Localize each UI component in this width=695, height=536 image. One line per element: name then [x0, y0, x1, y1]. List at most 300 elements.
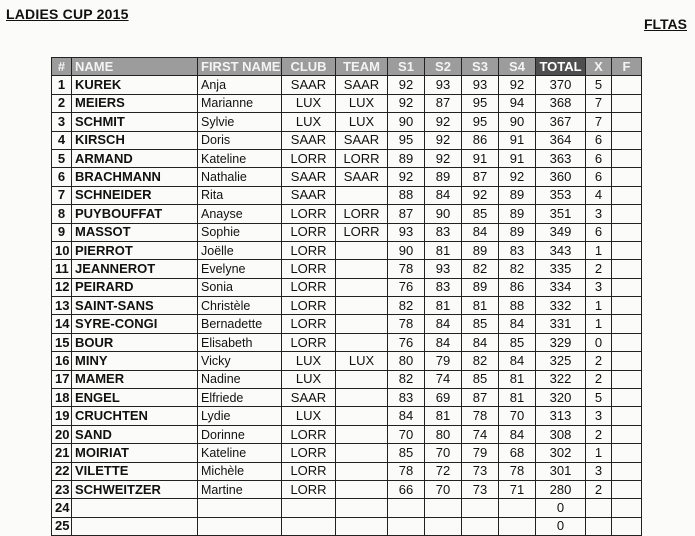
s2-cell: 81 [425, 297, 462, 315]
name-cell: MAMER [72, 370, 198, 388]
first-name-cell: Lydie [198, 407, 282, 425]
club-cell: LORR [282, 260, 336, 278]
s1-cell: 87 [388, 205, 425, 223]
rank-cell: 10 [52, 241, 72, 259]
f-cell [612, 131, 642, 149]
team-cell: SAAR [336, 131, 388, 149]
total-cell: 363 [536, 149, 586, 167]
first-name-cell: Sonia [198, 278, 282, 296]
first-name-cell: Evelyne [198, 260, 282, 278]
s1-cell: 76 [388, 333, 425, 351]
s4-cell: 81 [499, 370, 536, 388]
first-name-cell: Nathalie [198, 168, 282, 186]
s1-cell: 90 [388, 113, 425, 131]
s2-cell: 84 [425, 186, 462, 204]
f-cell [612, 333, 642, 351]
x-cell: 1 [586, 241, 612, 259]
f-cell [612, 499, 642, 517]
club-cell: LORR [282, 149, 336, 167]
s3-cell: 73 [462, 480, 499, 498]
s1-cell: 82 [388, 370, 425, 388]
table-row [52, 462, 642, 480]
name-cell: SAINT-SANS [72, 297, 198, 315]
first-name-cell: Sophie [198, 223, 282, 241]
name-cell: ENGEL [72, 389, 198, 407]
f-cell [612, 315, 642, 333]
table-row [52, 370, 642, 388]
s4-cell: 83 [499, 241, 536, 259]
s4-cell: 84 [499, 352, 536, 370]
table-body [52, 76, 642, 536]
total-cell: 0 [536, 517, 586, 535]
s2-cell: 81 [425, 241, 462, 259]
s2-cell: 72 [425, 462, 462, 480]
s3-cell: 87 [462, 389, 499, 407]
s4-cell: 68 [499, 444, 536, 462]
club-cell: LUX [282, 94, 336, 112]
club-cell: SAAR [282, 168, 336, 186]
s2-cell: 70 [425, 444, 462, 462]
rank-header: # [52, 58, 72, 76]
f-cell [612, 278, 642, 296]
x-cell: 3 [586, 462, 612, 480]
s2-cell: 79 [425, 352, 462, 370]
first-name-cell: Elisabeth [198, 333, 282, 351]
s2-cell: 83 [425, 278, 462, 296]
f-cell [612, 76, 642, 94]
team-cell: LUX [336, 113, 388, 131]
s1-cell: 93 [388, 223, 425, 241]
rank-cell: 21 [52, 444, 72, 462]
rank-cell: 5 [52, 149, 72, 167]
f-cell [612, 94, 642, 112]
table-row [52, 297, 642, 315]
team-cell [336, 278, 388, 296]
s4-cell: 84 [499, 315, 536, 333]
name-cell: MOIRIAT [72, 444, 198, 462]
s2-cell [425, 517, 462, 535]
x-cell: 4 [586, 186, 612, 204]
first-name-cell: Rita [198, 186, 282, 204]
f-cell [612, 517, 642, 535]
s4-cell: 81 [499, 389, 536, 407]
rank-cell: 3 [52, 113, 72, 131]
first-name-cell [198, 499, 282, 517]
name-cell: SAND [72, 425, 198, 443]
first-name-cell: Christèle [198, 297, 282, 315]
s1-cell: 66 [388, 480, 425, 498]
total-cell: 332 [536, 297, 586, 315]
team-cell: LORR [336, 205, 388, 223]
s1-cell: 92 [388, 76, 425, 94]
total-cell: 280 [536, 480, 586, 498]
team-cell [336, 517, 388, 535]
table-row [52, 76, 642, 94]
table-row [52, 113, 642, 131]
f-cell [612, 370, 642, 388]
s3-cell: 84 [462, 223, 499, 241]
f-cell [612, 352, 642, 370]
s2-cell: 92 [425, 131, 462, 149]
first-name-cell: Dorinne [198, 425, 282, 443]
s2-cell: 93 [425, 260, 462, 278]
table-row [52, 480, 642, 498]
s3-cell: 89 [462, 278, 499, 296]
s1-cell: 82 [388, 297, 425, 315]
s1-cell [388, 517, 425, 535]
table-row [52, 425, 642, 443]
table-row [52, 517, 642, 535]
club-cell: LUX [282, 407, 336, 425]
f-cell [612, 260, 642, 278]
s2-cell [425, 499, 462, 517]
table-row [52, 186, 642, 204]
first-name-cell: Elfriede [198, 389, 282, 407]
total-cell: 301 [536, 462, 586, 480]
total-cell: 308 [536, 425, 586, 443]
name-cell: KIRSCH [72, 131, 198, 149]
rank-cell: 16 [52, 352, 72, 370]
f-cell [612, 186, 642, 204]
x-cell: 2 [586, 352, 612, 370]
team-cell [336, 333, 388, 351]
table-row [52, 241, 642, 259]
x-cell [586, 499, 612, 517]
s4-cell: 89 [499, 186, 536, 204]
s4-header: S4 [499, 58, 536, 76]
first-name-cell: Bernadette [198, 315, 282, 333]
f-cell [612, 462, 642, 480]
table-row [52, 131, 642, 149]
s3-cell: 78 [462, 407, 499, 425]
rank-cell: 9 [52, 223, 72, 241]
club-cell: LORR [282, 425, 336, 443]
name-header: NAME [72, 58, 198, 76]
club-cell: LUX [282, 370, 336, 388]
s2-cell: 92 [425, 149, 462, 167]
rank-cell: 7 [52, 186, 72, 204]
name-cell: MINY [72, 352, 198, 370]
s2-cell: 84 [425, 315, 462, 333]
s3-cell: 79 [462, 444, 499, 462]
s2-cell: 81 [425, 407, 462, 425]
s1-cell: 83 [388, 389, 425, 407]
name-cell: SYRE-CONGI [72, 315, 198, 333]
table-row [52, 205, 642, 223]
results-table [51, 57, 642, 536]
name-cell [72, 517, 198, 535]
s4-cell: 92 [499, 76, 536, 94]
name-cell: PIERROT [72, 241, 198, 259]
table-header-row [52, 58, 642, 76]
x-cell: 3 [586, 278, 612, 296]
rank-cell: 25 [52, 517, 72, 535]
s1-cell: 90 [388, 241, 425, 259]
x-cell: 7 [586, 94, 612, 112]
club-cell: LORR [282, 315, 336, 333]
x-cell: 6 [586, 131, 612, 149]
team-cell [336, 241, 388, 259]
s3-cell: 85 [462, 370, 499, 388]
club-header: CLUB [282, 58, 336, 76]
name-cell: PEIRARD [72, 278, 198, 296]
rank-cell: 22 [52, 462, 72, 480]
table-row [52, 94, 642, 112]
rank-cell: 24 [52, 499, 72, 517]
s2-cell: 70 [425, 480, 462, 498]
total-cell: 331 [536, 315, 586, 333]
total-cell: 349 [536, 223, 586, 241]
first-name-cell: Vicky [198, 352, 282, 370]
x-cell: 1 [586, 444, 612, 462]
s1-cell: 92 [388, 168, 425, 186]
table-row [52, 278, 642, 296]
s3-cell: 93 [462, 76, 499, 94]
s2-cell: 80 [425, 425, 462, 443]
team-cell: LORR [336, 223, 388, 241]
team-cell: LORR [336, 149, 388, 167]
f-cell [612, 297, 642, 315]
x-cell: 5 [586, 76, 612, 94]
team-cell [336, 480, 388, 498]
total-cell: 364 [536, 131, 586, 149]
club-cell: SAAR [282, 186, 336, 204]
rank-cell: 2 [52, 94, 72, 112]
s3-cell: 74 [462, 425, 499, 443]
f-cell [612, 205, 642, 223]
team-cell: SAAR [336, 76, 388, 94]
first-name-cell: Anja [198, 76, 282, 94]
team-cell [336, 462, 388, 480]
total-cell: 334 [536, 278, 586, 296]
s2-cell: 92 [425, 113, 462, 131]
rank-cell: 13 [52, 297, 72, 315]
s4-cell [499, 499, 536, 517]
x-cell: 2 [586, 425, 612, 443]
total-cell: 367 [536, 113, 586, 131]
rank-cell: 14 [52, 315, 72, 333]
s4-cell: 91 [499, 149, 536, 167]
total-cell: 343 [536, 241, 586, 259]
s3-header: S3 [462, 58, 499, 76]
name-cell: CRUCHTEN [72, 407, 198, 425]
team-cell: SAAR [336, 168, 388, 186]
f-header: F [612, 58, 642, 76]
f-cell [612, 389, 642, 407]
s4-cell: 84 [499, 425, 536, 443]
s1-cell: 78 [388, 315, 425, 333]
s4-cell: 85 [499, 333, 536, 351]
club-cell: LORR [282, 297, 336, 315]
name-cell: ARMAND [72, 149, 198, 167]
team-cell [336, 499, 388, 517]
club-cell [282, 517, 336, 535]
team-cell [336, 370, 388, 388]
s1-cell: 95 [388, 131, 425, 149]
club-cell: LORR [282, 278, 336, 296]
x-cell: 2 [586, 260, 612, 278]
team-cell [336, 425, 388, 443]
total-cell: 313 [536, 407, 586, 425]
club-cell: LORR [282, 462, 336, 480]
s1-cell: 88 [388, 186, 425, 204]
rank-cell: 4 [52, 131, 72, 149]
s4-cell: 88 [499, 297, 536, 315]
x-cell: 1 [586, 297, 612, 315]
total-cell: 353 [536, 186, 586, 204]
name-cell: SCHWEITZER [72, 480, 198, 498]
first-name-cell: Michèle [198, 462, 282, 480]
s3-cell: 81 [462, 297, 499, 315]
first-name-cell: Anayse [198, 205, 282, 223]
first-name-cell: Doris [198, 131, 282, 149]
s4-cell: 90 [499, 113, 536, 131]
team-cell [336, 260, 388, 278]
f-cell [612, 480, 642, 498]
x-cell: 3 [586, 407, 612, 425]
f-cell [612, 241, 642, 259]
s4-cell: 86 [499, 278, 536, 296]
first-name-cell: Joëlle [198, 241, 282, 259]
first-name-cell: Sylvie [198, 113, 282, 131]
rank-cell: 11 [52, 260, 72, 278]
x-cell: 6 [586, 168, 612, 186]
total-cell: 322 [536, 370, 586, 388]
s1-header: S1 [388, 58, 425, 76]
total-cell: 351 [536, 205, 586, 223]
total-cell: 368 [536, 94, 586, 112]
s3-cell: 89 [462, 241, 499, 259]
club-cell: LORR [282, 205, 336, 223]
s3-cell: 84 [462, 333, 499, 351]
table-row [52, 223, 642, 241]
club-cell: SAAR [282, 131, 336, 149]
first-name-header: FIRST NAME [198, 58, 282, 76]
name-cell: MEIERS [72, 94, 198, 112]
team-cell [336, 186, 388, 204]
x-cell: 3 [586, 205, 612, 223]
x-cell: 2 [586, 480, 612, 498]
x-cell [586, 517, 612, 535]
team-header: TEAM [336, 58, 388, 76]
first-name-cell: Marianne [198, 94, 282, 112]
table-row [52, 407, 642, 425]
total-cell: 325 [536, 352, 586, 370]
s4-cell: 78 [499, 462, 536, 480]
f-cell [612, 425, 642, 443]
s4-cell: 91 [499, 131, 536, 149]
s4-cell: 71 [499, 480, 536, 498]
s3-cell: 86 [462, 131, 499, 149]
s3-cell: 95 [462, 94, 499, 112]
name-cell: KUREK [72, 76, 198, 94]
s4-cell: 89 [499, 223, 536, 241]
s4-cell: 70 [499, 407, 536, 425]
table-row [52, 149, 642, 167]
first-name-cell: Kateline [198, 444, 282, 462]
first-name-cell: Nadine [198, 370, 282, 388]
club-cell: SAAR [282, 76, 336, 94]
f-cell [612, 407, 642, 425]
x-cell: 0 [586, 333, 612, 351]
first-name-cell [198, 517, 282, 535]
club-cell: LORR [282, 444, 336, 462]
name-cell: JEANNEROT [72, 260, 198, 278]
x-cell: 7 [586, 113, 612, 131]
s4-cell [499, 517, 536, 535]
total-cell: 0 [536, 499, 586, 517]
team-cell [336, 297, 388, 315]
s3-cell: 91 [462, 149, 499, 167]
table-row [52, 333, 642, 351]
document-title: LADIES CUP 2015 [6, 6, 129, 22]
s2-cell: 84 [425, 333, 462, 351]
s1-cell [388, 499, 425, 517]
club-cell: LUX [282, 352, 336, 370]
s2-cell: 74 [425, 370, 462, 388]
total-header: TOTAL [536, 58, 586, 76]
s3-cell: 92 [462, 186, 499, 204]
team-cell [336, 407, 388, 425]
name-cell: PUYBOUFFAT [72, 205, 198, 223]
organization-label: FLTAS [643, 16, 687, 32]
club-cell [282, 499, 336, 517]
x-header: X [586, 58, 612, 76]
s2-cell: 87 [425, 94, 462, 112]
total-cell: 329 [536, 333, 586, 351]
rank-cell: 23 [52, 480, 72, 498]
s2-cell: 93 [425, 76, 462, 94]
s1-cell: 89 [388, 149, 425, 167]
s2-cell: 90 [425, 205, 462, 223]
name-cell: SCHNEIDER [72, 186, 198, 204]
s3-cell: 95 [462, 113, 499, 131]
total-cell: 320 [536, 389, 586, 407]
s1-cell: 80 [388, 352, 425, 370]
rank-cell: 6 [52, 168, 72, 186]
table-row [52, 168, 642, 186]
table-row [52, 260, 642, 278]
x-cell: 1 [586, 315, 612, 333]
s4-cell: 94 [499, 94, 536, 112]
s1-cell: 78 [388, 260, 425, 278]
s4-cell: 89 [499, 205, 536, 223]
s1-cell: 78 [388, 462, 425, 480]
name-cell [72, 499, 198, 517]
s3-cell [462, 499, 499, 517]
club-cell: LUX [282, 113, 336, 131]
s1-cell: 85 [388, 444, 425, 462]
x-cell: 5 [586, 389, 612, 407]
s3-cell: 87 [462, 168, 499, 186]
s2-header: S2 [425, 58, 462, 76]
s4-cell: 82 [499, 260, 536, 278]
s4-cell: 92 [499, 168, 536, 186]
s1-cell: 84 [388, 407, 425, 425]
s1-cell: 70 [388, 425, 425, 443]
f-cell [612, 168, 642, 186]
first-name-cell: Kateline [198, 149, 282, 167]
club-cell: LORR [282, 241, 336, 259]
table-row [52, 499, 642, 517]
x-cell: 2 [586, 370, 612, 388]
s2-cell: 83 [425, 223, 462, 241]
total-cell: 370 [536, 76, 586, 94]
s3-cell: 85 [462, 315, 499, 333]
s1-cell: 76 [388, 278, 425, 296]
rank-cell: 20 [52, 425, 72, 443]
s3-cell: 85 [462, 205, 499, 223]
